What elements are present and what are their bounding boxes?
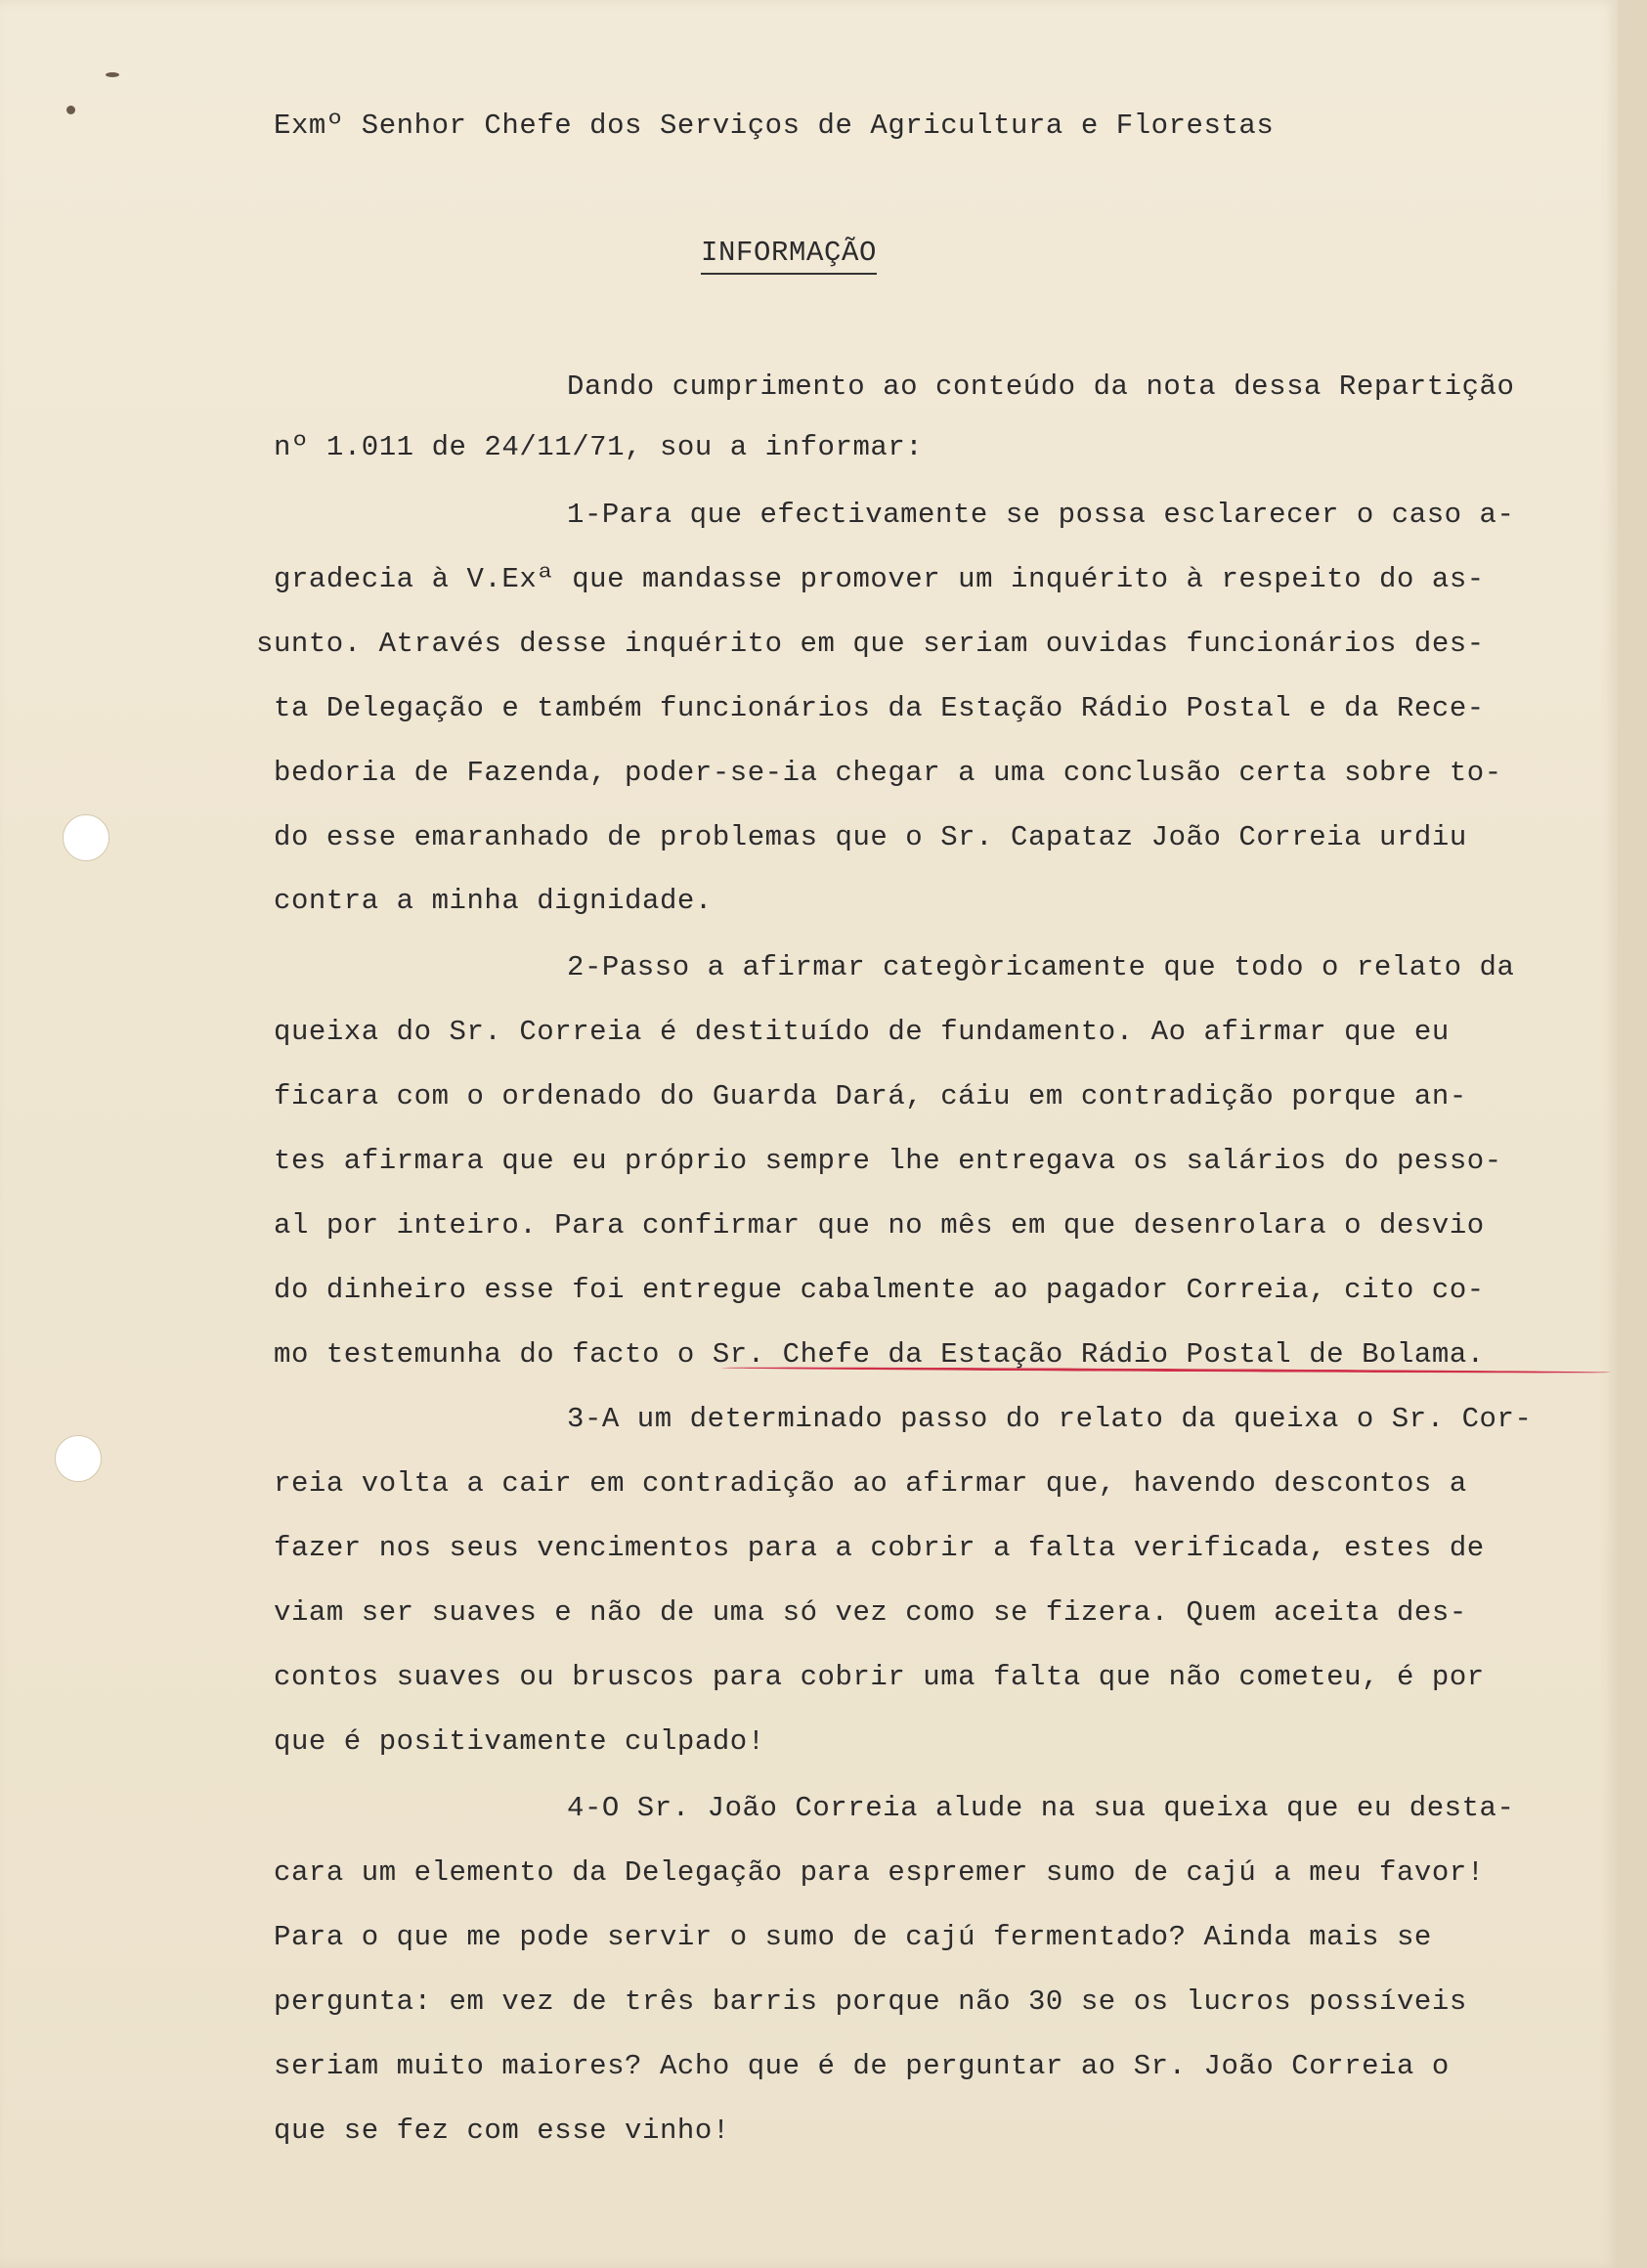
text-line: reia volta a cair em contradição ao afirmar que, havendo descontos a [274,1467,1467,1500]
text-line: gradecia à V.Exª que mandasse promover um inquérito à respeito do as- [274,563,1485,595]
text-line: que se fez com esse vinho! [274,2115,730,2147]
text-line: mo testemunha do facto o Sr. Chefe da Estação Rádio Postal de Bolama. [274,1338,1485,1371]
text-line: Dando cumprimento ao conteúdo da nota dessa Repartição [567,371,1515,403]
text-line: seriam muito maiores? Acho que é de perguntar ao Sr. João Correia o [274,2050,1450,2082]
text-line: do esse emaranhado de problemas que o Sr. Capataz João Correia urdiu [274,821,1467,853]
text-line: ta Delegação e também funcionários da Estação Rádio Postal e da Rece- [274,692,1485,724]
punch-hole-top [63,814,109,861]
text-line: queixa do Sr. Correia é destituído de fundamento. Ao afirmar que eu [274,1016,1450,1048]
ink-speck [106,72,119,77]
text-line: sunto. Através desse inquérito em que seriam ouvidas funcionários des- [256,628,1485,660]
punch-hole-bottom [55,1435,102,1482]
text-line: 3-A um determinado passo do relato da queixa o Sr. Cor- [567,1403,1533,1435]
text-line: pergunta: em vez de três barris porque não 30 se os lucros possíveis [274,1985,1467,2018]
text-line: viam ser suaves e não de uma só vez como se fizera. Quem aceita des- [274,1596,1467,1629]
text-line: Para o que me pode servir o sumo de cajú fermentado? Ainda mais se [274,1921,1432,1953]
ink-speck [66,106,75,114]
text-line: 1-Para que efectivamente se possa esclarecer o caso a- [567,499,1515,531]
addressee-line: Exmº Senhor Chefe dos Serviços de Agricultura e Florestas [274,109,1275,142]
text-line: bedoria de Fazenda, poder-se-ia chegar a uma conclusão certa sobre to- [274,757,1502,789]
text-line: tes afirmara que eu próprio sempre lhe entregava os salários do pesso- [274,1145,1502,1177]
text-line: contra a minha dignidade. [274,885,713,917]
text-line: nº 1.011 de 24/11/71, sou a informar: [274,431,924,463]
text-line: al por inteiro. Para confirmar que no mês em que desenrolara o desvio [274,1209,1485,1242]
text-line: 4-O Sr. João Correia alude na sua queixa que eu desta- [567,1792,1515,1824]
text-line: do dinheiro esse foi entregue cabalmente ao pagador Correia, cito co- [274,1274,1485,1306]
text-line: contos suaves ou bruscos para cobrir uma falta que não cometeu, é por [274,1661,1485,1693]
text-line: 2-Passo a afirmar categòricamente que todo o relato da [567,951,1515,983]
text-line: fazer nos seus vencimentos para a cobrir a falta verificada, estes de [274,1532,1485,1564]
text-line: que é positivamente culpado! [274,1725,765,1758]
document-title: INFORMAÇÃO [701,238,877,275]
text-line: ficara com o ordenado do Guarda Dará, cáiu em contradição porque an- [274,1080,1467,1112]
text-line: cara um elemento da Delegação para espremer sumo de cajú a meu favor! [274,1856,1485,1889]
page-edge [1618,0,1647,2268]
